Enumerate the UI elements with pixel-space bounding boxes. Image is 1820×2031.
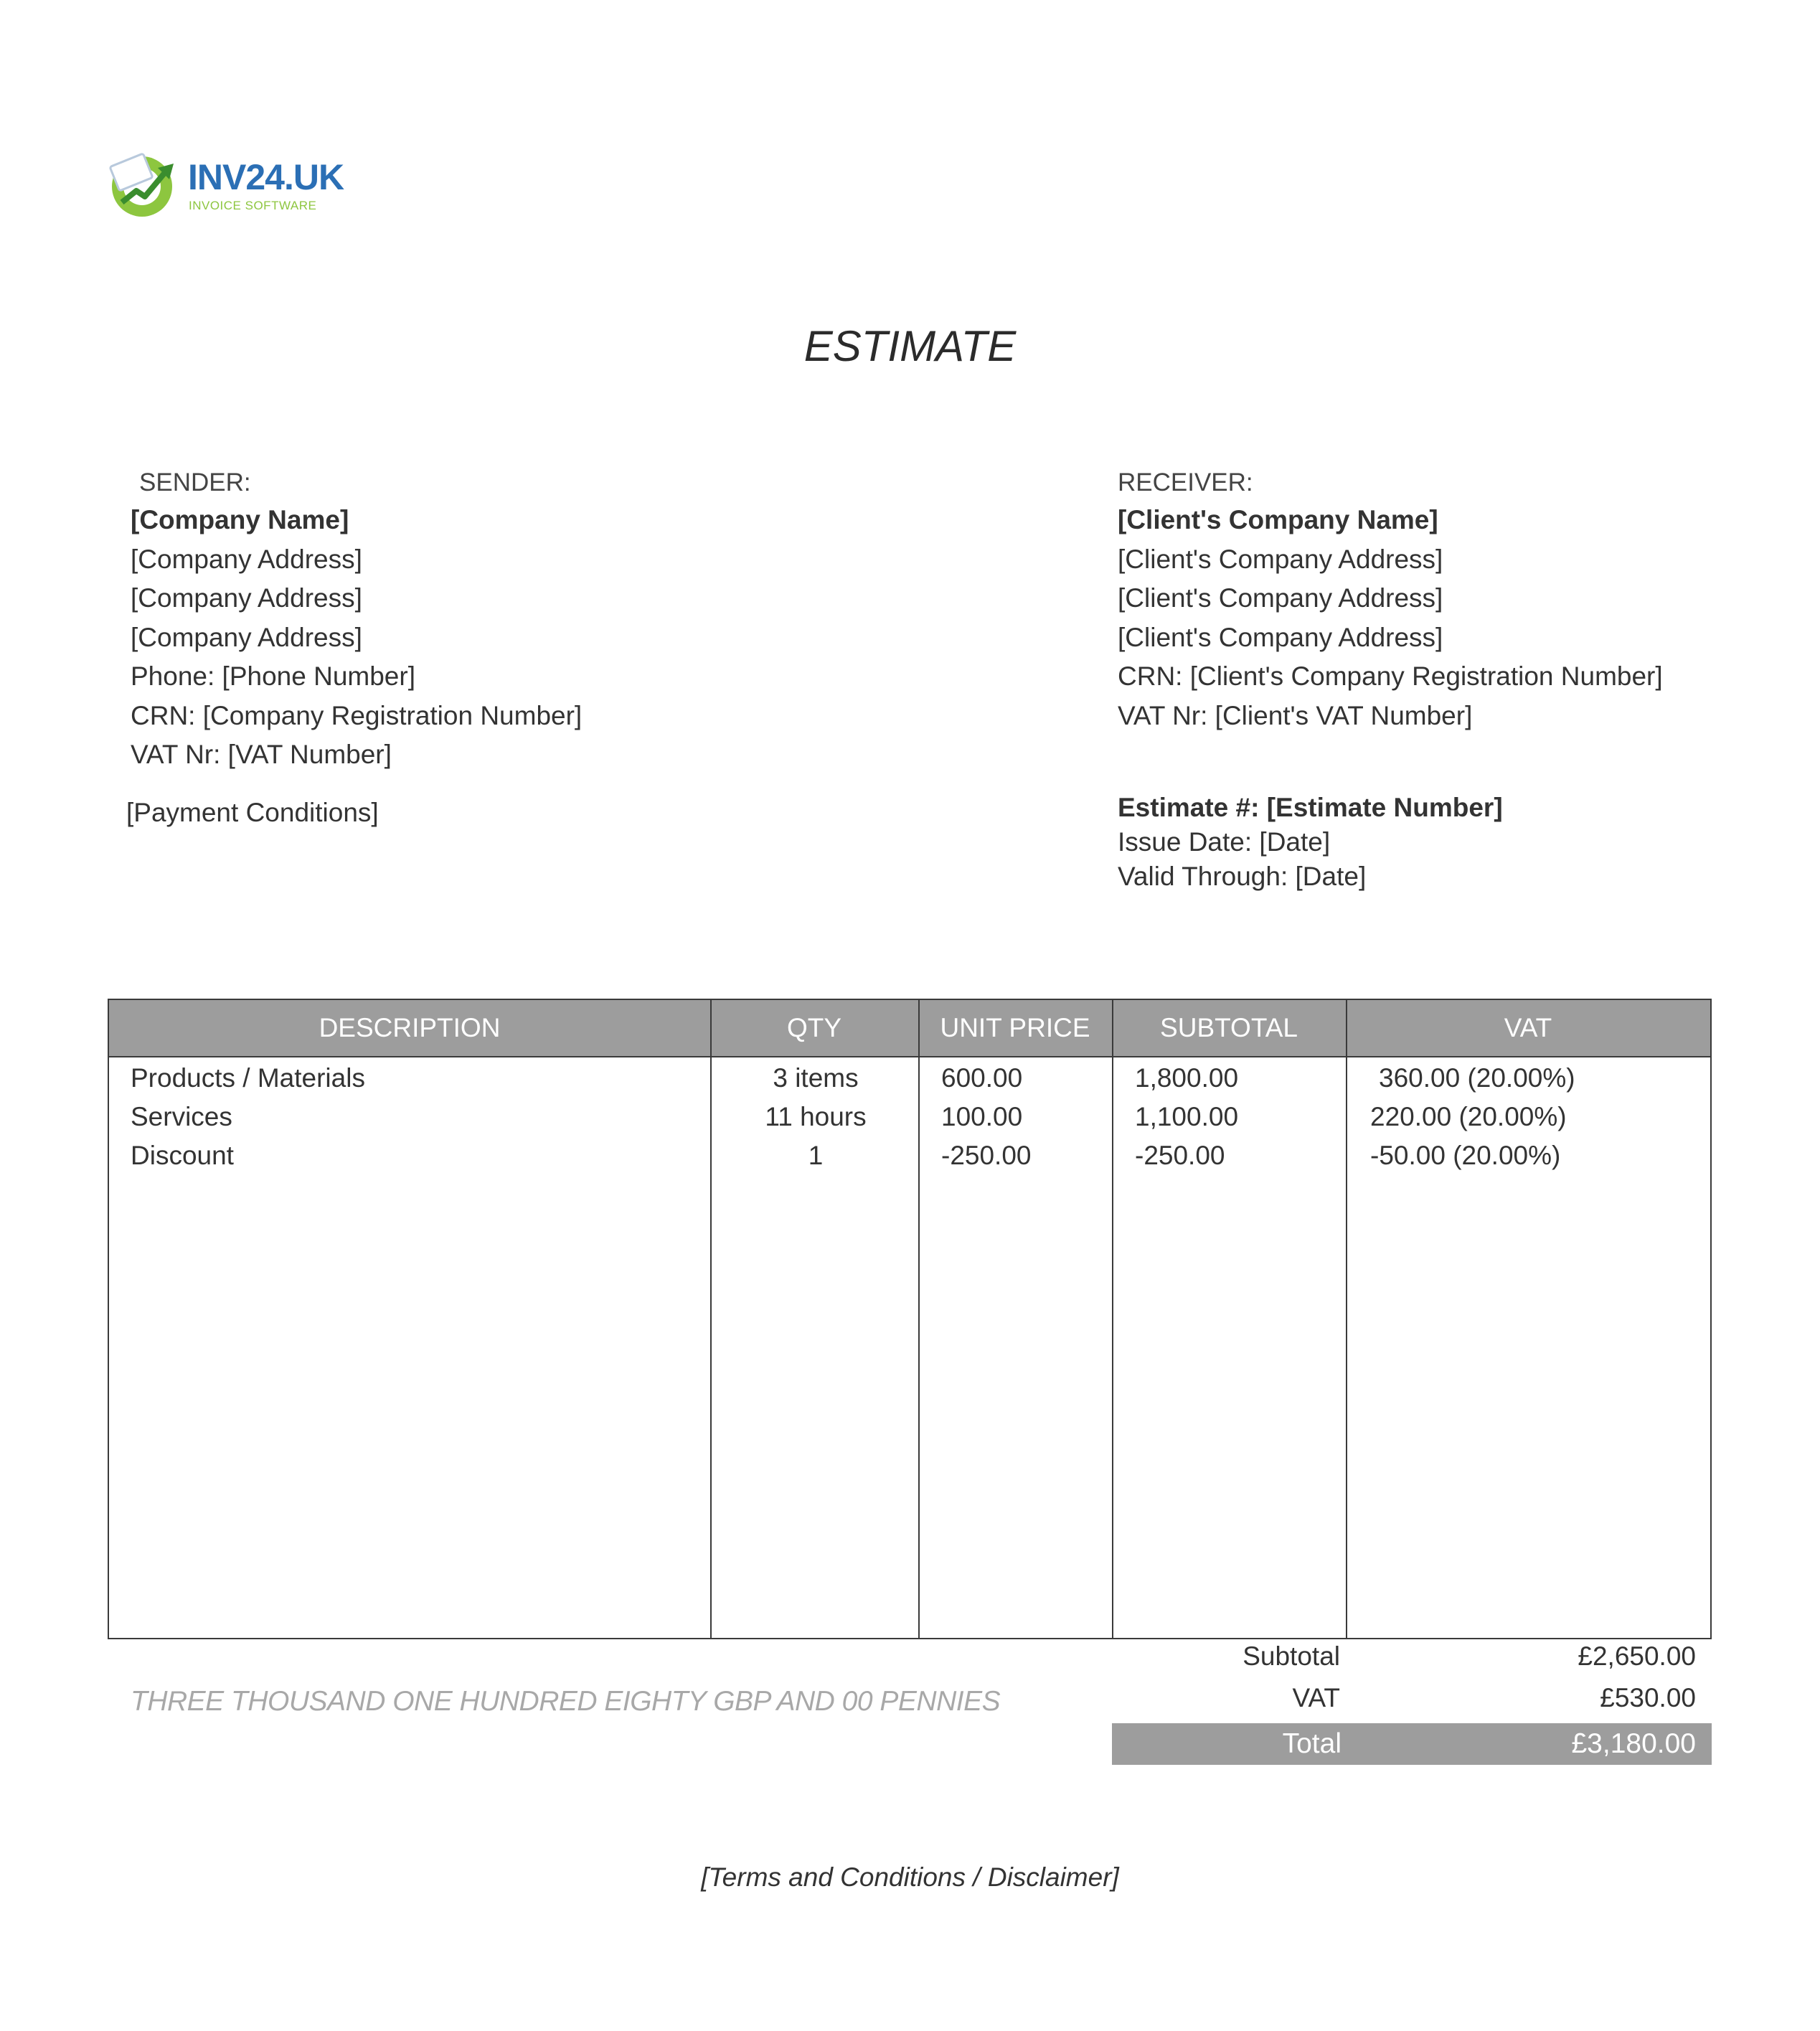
receiver-crn: CRN: [Client's Company Registration Number] [1118, 661, 1663, 691]
table-row [109, 1098, 1710, 1136]
row-vat: -50.00 (20.00%) [1370, 1141, 1561, 1170]
sender-phone: Phone: [Phone Number] [131, 661, 415, 691]
total-label: Total [1282, 1728, 1342, 1759]
header-unit-price: UNIT PRICE [940, 1013, 1090, 1042]
row-unit-price: 600.00 [941, 1063, 1023, 1093]
header-subtotal: SUBTOTAL [1160, 1013, 1298, 1042]
row-qty: 11 hours [765, 1102, 867, 1131]
header-vat: VAT [1504, 1013, 1552, 1042]
row-qty: 3 items [773, 1063, 859, 1093]
sender-crn: CRN: [Company Registration Number] [131, 700, 583, 730]
document-title: ESTIMATE [803, 322, 1017, 370]
vat-value: £530.00 [1600, 1683, 1696, 1712]
row-subtotal: -250.00 [1135, 1141, 1225, 1170]
subtotal-label: Subtotal [1243, 1641, 1340, 1671]
receiver-block [1118, 465, 1663, 735]
row-subtotal: 1,100.00 [1135, 1102, 1239, 1131]
header-description: DESCRIPTION [319, 1013, 501, 1042]
receiver-address-line: [Client's Company Address] [1118, 622, 1443, 652]
estimate-info [1118, 791, 1503, 894]
row-vat: 220.00 (20.00%) [1370, 1102, 1567, 1131]
sender-address-line: [Company Address] [131, 544, 362, 574]
sender-block [131, 465, 582, 775]
items-table [108, 999, 1712, 1639]
estimate-number: Estimate #: [Estimate Number] [1118, 793, 1503, 822]
table-row [109, 1059, 1710, 1098]
total-value: £3,180.00 [1571, 1728, 1696, 1759]
sender-vat: VAT Nr: [VAT Number] [131, 740, 392, 769]
amount-in-words: THREE THOUSAND ONE HUNDRED EIGHTY GBP AND 00 PENNIES [131, 1686, 1001, 1717]
subtotal-value: £2,650.00 [1578, 1641, 1696, 1671]
receiver-address-line: [Client's Company Address] [1118, 583, 1443, 613]
row-subtotal: 1,800.00 [1135, 1063, 1239, 1093]
table-header [109, 1000, 1710, 1057]
logo-tagline: INVOICE SOFTWARE [189, 199, 317, 212]
sender-address-line: [Company Address] [131, 583, 362, 613]
vat-label: VAT [1292, 1683, 1340, 1712]
table-row [109, 1136, 1710, 1175]
row-description: Discount [131, 1141, 234, 1170]
valid-through: Valid Through: [Date] [1118, 862, 1367, 891]
sender-label: SENDER: [139, 468, 251, 496]
receiver-company-name: [Client's Company Name] [1118, 505, 1438, 534]
sender-company-name: [Company Name] [131, 505, 349, 534]
issue-date: Issue Date: [Date] [1118, 827, 1331, 857]
terms-and-conditions: [Terms and Conditions / Disclaimer] [701, 1862, 1119, 1892]
row-unit-price: 100.00 [941, 1102, 1023, 1131]
row-unit-price: -250.00 [941, 1141, 1032, 1170]
row-description: Products / Materials [131, 1063, 365, 1093]
sender-address-line: [Company Address] [131, 622, 362, 652]
receiver-label: RECEIVER: [1118, 468, 1253, 496]
row-vat: 360.00 (20.00%) [1379, 1063, 1575, 1093]
row-description: Services [131, 1102, 232, 1131]
receiver-vat: VAT Nr: [Client's VAT Number] [1118, 700, 1473, 730]
logo-name: INV24.UK [188, 157, 344, 197]
header-qty: QTY [786, 1013, 842, 1042]
row-qty: 1 [808, 1141, 824, 1170]
payment-conditions: [Payment Conditions] [126, 798, 379, 827]
total-bar [1112, 1723, 1712, 1765]
receiver-address-line: [Client's Company Address] [1118, 544, 1443, 574]
